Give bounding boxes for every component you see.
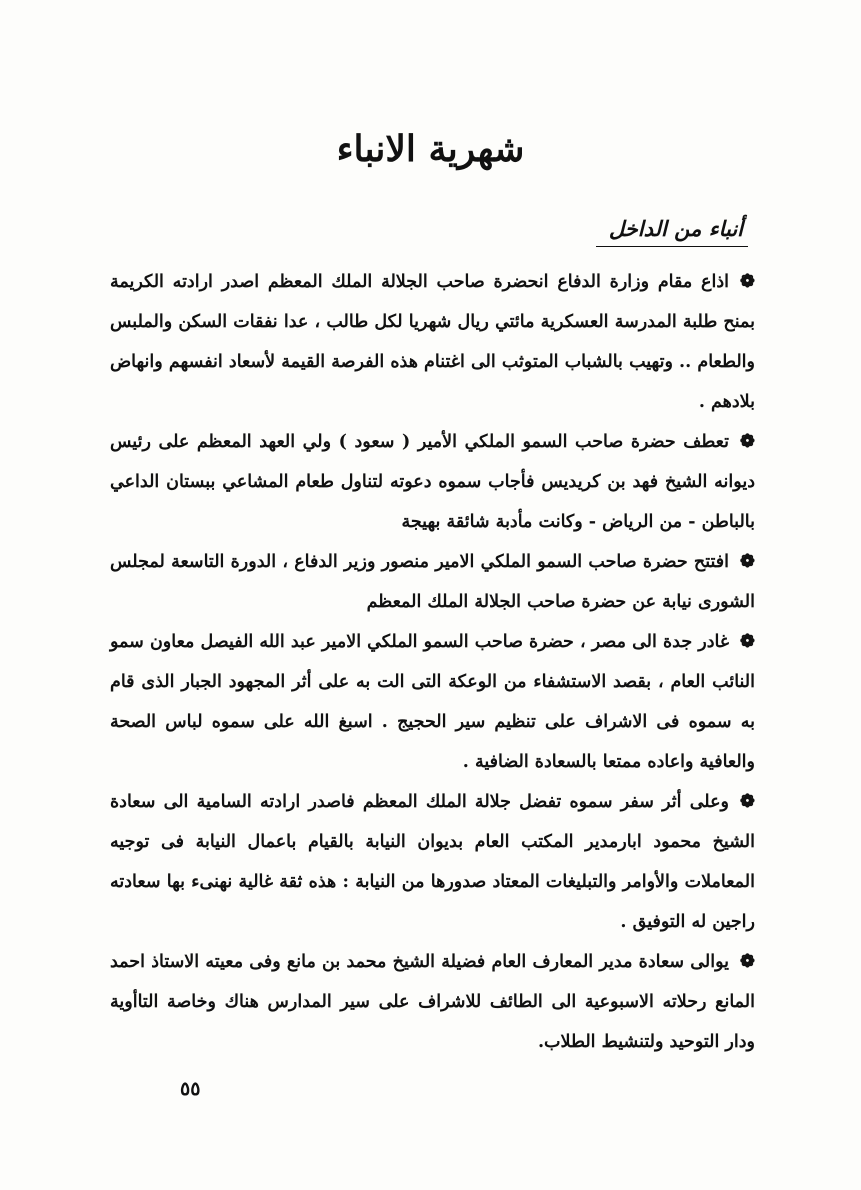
page-number: ٥٥ [180, 1078, 201, 1100]
news-paragraph [110, 622, 755, 782]
news-paragraph [110, 262, 755, 422]
news-paragraph-text: يوالى سعادة مدير المعارف العام فضيلة الشيخ محمد بن مانع وفى معيته الاستاذ احمد المانع رحلاته الاسبوعية الى الطائف للاشراف على سير المدارس هناك وخاصة التاأوية ودار التوحيد ولتنشيط الطلاب. [110, 952, 755, 1052]
news-paragraph [110, 422, 755, 542]
page-title: شهرية الانباء [336, 128, 525, 170]
news-paragraph-text: اذاع مقام وزارة الدفاع انحضرة صاحب الجلالة الملك المعظم اصدر ارادته الكريمة بمنح طلبة المدرسة العسكرية مائتي ريال شهريا لكل طالب ، عدا نفقات السكن والملبس والطعام .. وتهيب بالشباب المتوثب الى اغتنام هذه الفرصة القيمة لأسعاد انفسهم وانهاض بلادهم . [110, 272, 755, 412]
ornament-star-icon: ❁ [739, 551, 755, 572]
news-paragraph-text: افتتح حضرة صاحب السمو الملكي الامير منصور وزير الدفاع ، الدورة التاسعة لمجلس الشورى نيابة عن حضرة صاحب الجلالة الملك المعظم [110, 552, 755, 612]
news-paragraph [110, 542, 755, 622]
news-paragraph [110, 942, 755, 1062]
news-paragraph [110, 782, 755, 942]
ornament-star-icon: ❁ [739, 631, 755, 652]
news-paragraph-text: تعطف حضرة صاحب السمو الملكي الأمير ( سعود ) ولي العهد المعظم على رئيس ديوانه الشيخ فهد بن كريديس فأجاب سموه دعوته لتناول طعام المشاعي ببستان الداعي بالباطن - من الرياض - وكانت مأدبة شائقة بهيجة [110, 432, 755, 532]
ornament-star-icon: ❁ [739, 951, 755, 972]
ornament-star-icon: ❁ [739, 791, 755, 812]
news-paragraph-text: غادر جدة الى مصر ، حضرة صاحب السمو الملكي الامير عبد الله الفيصل معاون سمو النائب العام ، بقصد الاستشفاء من الوعكة التى الت به على أثر المجهود الجبار الذى قام به سموه فى الاشراف على تنظيم سير الحجيج . اسبغ الله على سموه لباس الصحة والعافية واعاده ممتعا بالسعادة الضافية . [110, 632, 755, 772]
news-paragraph-text: وعلى أثر سفر سموه تفضل جلالة الملك المعظم فاصدر ارادته السامية الى سعادة الشيخ محمود ابارمدير المكتب العام بديوان النيابة بالقيام باعمال النيابة فى توجيه المعاملات والأوامر والتبليغات المعتاد صدورها من النيابة : هذه ثقة غالية نهنىء بها سعادته راجين له التوفيق . [110, 792, 755, 932]
ornament-star-icon: ❁ [739, 431, 755, 452]
section-heading-underline [596, 246, 748, 247]
news-body [110, 262, 755, 1062]
section-heading: أنباء من الداخل [608, 216, 743, 241]
ornament-star-icon: ❁ [739, 271, 755, 292]
